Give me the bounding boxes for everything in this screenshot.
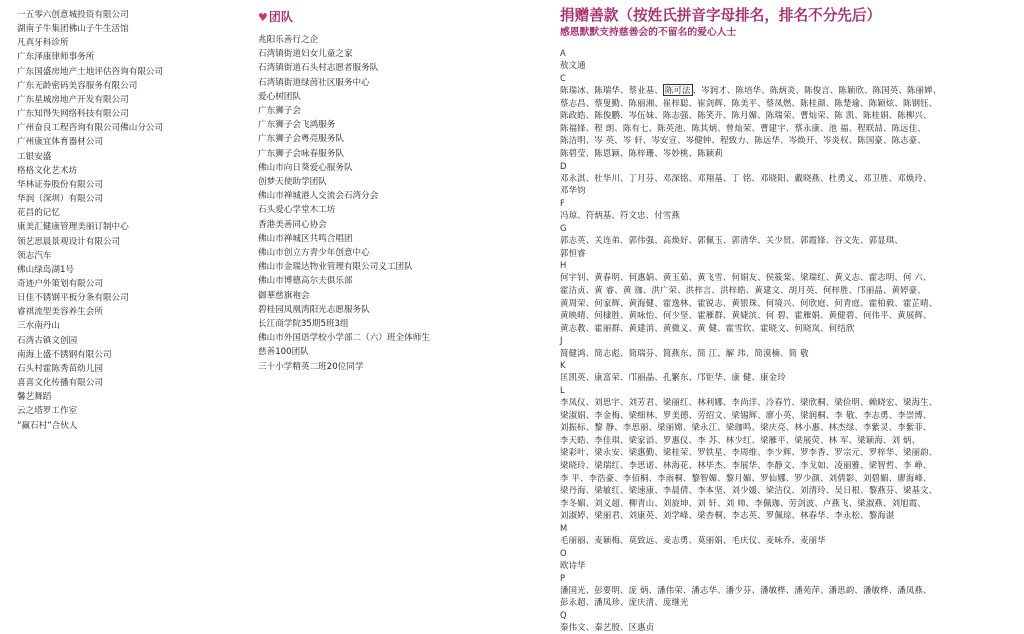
letter-heading: D [560, 160, 567, 171]
donor-line: 郭恒睿 [560, 247, 586, 258]
company-list [17, 8, 247, 433]
donor-line: 李 平、李浩豪、李佰桐、李雨桐、黎智媚、黎月媚、罗仙娜、罗少颜、刘倩影、刘碧媚、廖海峰、 [560, 472, 932, 483]
team-list [258, 33, 538, 374]
donor-line: 李凤仪、刘思宇、刘芳君、梁丽红、林利娜、李尚洋、冷春竹、梁欣桐、梁俭明、赖晓宏、梁海生、 [560, 397, 938, 408]
company-item: 一五零六创意城投资有限公司 [17, 10, 129, 20]
team-item: 广东狮子会咏春服务队 [258, 148, 344, 159]
company-item: 华润（深圳）有限公司 [17, 194, 103, 205]
company-item: 馨艺舞蹈 [17, 392, 52, 403]
company-item: 广东国盛房地产土地评估咨询有限公司 [17, 66, 164, 77]
company-item: 睿祺流型美容养生会所 [17, 307, 103, 318]
donor-fragment: 、岑润才、陈培华、陈炳炎、陈俊言、陈颖欣、陈国英、陈丽婵、 [692, 85, 942, 95]
company-item: 云之塔罗工作室 [17, 406, 78, 417]
letter-heading: F [560, 197, 565, 208]
letter-heading: J [560, 335, 563, 346]
team-item: 佛山市创立方青少年创意中心 [258, 248, 370, 259]
letter-heading: H [560, 260, 567, 271]
donor-line: 黄志教、霍丽群、黄建消、黄微义、黄 健、霍雪钦、霍晓文、何晓岚、何结欣 [560, 322, 855, 333]
donor-line: 潘国光、彭要明、庞 炳、潘伟荣、潘志华、潘少芬、潘敏桦、潘苑萍、潘思韵、潘敏桦、潘凤燕、 [560, 584, 932, 595]
donor-line: 秦伟文、秦艺殷、区惠贞 [560, 622, 655, 633]
team-item: 慈善100团队 [258, 347, 309, 358]
company-item: 广东知得失网络科技有限公司 [17, 109, 129, 120]
donor-line: 简健鸿、简志彪、简瑞芬、简燕东、简 江、解 玮、简漠楠、简 敬 [560, 347, 809, 358]
company-item: 石头村霍陈秀苗幼儿园 [17, 363, 103, 374]
team-item: 碧桂园凤凰湾阳光志愿服务队 [258, 304, 370, 315]
team-item: 石湾镇街道绿茵社区服务中心 [258, 77, 370, 88]
company-item: “赢石村”合伙人 [17, 420, 78, 431]
company-item: 南海上盛不锈钢有限公司 [17, 349, 112, 360]
letter-heading: L [560, 384, 565, 395]
team-item: 广东狮子会粤亮服务队 [258, 134, 344, 145]
company-item: 佛山绿岛湖1号 [17, 264, 75, 275]
donor-line: 梁晓玲、梁瑞红、李思诺、林海花、林毕杰、李展华、李静文、李戈如、凌丽雅、梁智哲、李 峥、 [560, 460, 932, 471]
donor-line: 梁彩叶、梁永安、梁惠勤、梁桂荣、罗铁星、李周维、李少辉、罗李香、罗宗元、罗梓华、梁丽韵、 [560, 447, 938, 458]
donor-line: 陈洁明、岑 英、岑 轩、岑安宣、岑健钟、程致力、陈远华、岑焕开、岑炎权、陈国豪、陈志豪、 [560, 135, 926, 146]
donor-line [560, 84, 1020, 97]
donor-line: 何宇钊、黄春明、何惠娟、黄玉茹、黄飞雪、何娟友、侯筱棠、梁瑞红、黄义志、霍志明、何 六、 [560, 272, 932, 283]
team-item: 佛山市博德高尔夫俱乐部 [258, 276, 353, 287]
company-item: 奇迹户外策划有限公司 [17, 278, 103, 289]
donor-line: 梁淑娟、李金梅、梁细林、罗美德、劳绍文、梁锡辉、廖小英、梁润桐、李 敬、李志勇、李崇博、 [560, 409, 932, 420]
team-item: 石湾镇街道石头村志愿者服务队 [258, 63, 379, 74]
donor-sections [560, 47, 1020, 634]
donor-line: 陈政皓、陈俊鹏、岑伍妹、陈志强、陈笑开、陈月媚、陈瑞荣、曹灿荣、陈 凯、陈桂娟、陈柳兴、 [560, 110, 932, 121]
donor-line: 陈福锋、程 朗、陈有七、陈英池、陈其炳、曾灿荣、曹建宇、蔡永康、池 福、程联喆、陈远佳、 [560, 122, 926, 133]
team-item: 兆阳乐善行之企 [258, 35, 319, 45]
letter-heading: M [560, 523, 568, 534]
company-item: 广州奋良工程咨询有限公司佛山分公司 [17, 123, 164, 134]
donor-line: 邓永淇、杜华川、丁月芬、邓深铭、邓翔基、丁 铭、邓晓阳、戴晓燕、杜勇义、邓卫胜、邓焕玲、 [560, 172, 932, 183]
team-title: ♥团队 [258, 10, 293, 24]
letter-heading: A [560, 48, 566, 58]
donation-title: 捐赠善款（按姓氏拼音字母排名，排名不分先后） [560, 7, 882, 24]
donor-line: 刘振标、黎 静、李思丽、梁丽嫦、梁永江、梁珈鸣、梁庆亮、林小惠、林杰绿、李紫灵、李紫菲、 [560, 422, 932, 433]
letter-heading: O [560, 547, 567, 558]
donor-line: 刘淑婷、梁丽君、刘康英、刘学峰、梁杏桐、李志英、罗佩琼、林春华、李永松、黎海湛 [560, 510, 895, 521]
company-item: 凡真牙科诊所 [17, 38, 69, 49]
team-item: 爱心树团队 [258, 91, 301, 102]
company-item: 日佳不锈钢平板分条有限公司 [17, 293, 129, 304]
team-item: 御華慈旗袍会 [258, 290, 310, 301]
company-item: 康美汇健康管理美丽订制中心 [17, 222, 129, 233]
donor-fragment: 陈瑞冰、陈瑞华、蔡业基、 [560, 85, 663, 95]
donor-line: 敖文通 [560, 60, 586, 71]
donor-line: 李天皓、李佳琪、梁家滔、罗惠仪、李 苏、林少红、梁雁平、梁展荧、林 军、梁颖海、刘 炳、 [560, 434, 921, 445]
company-item: 三水南丹山 [17, 321, 60, 332]
letter-heading: C [560, 72, 566, 83]
team-item: 香港美善同心协会 [258, 219, 327, 230]
donor-line: 梁丹海、梁敏红、梁速康、李晨倩、李本坚、刘少媛、梁洁仪、刘清玲、吴日根、黎燕芬、梁基文、 [560, 485, 938, 496]
team-item: 广东狮子会 [258, 106, 301, 117]
company-item: 华林证券股份有限公司 [17, 179, 103, 190]
team-item: 长江商学院35期5班3组 [258, 319, 349, 330]
donor-line: 李冬媚、刘义超、柳青山、刘旋坤、刘 轩、刘 帅、李佩珈、劳剑波、卢燕飞、梁淑燕、刘旭霞、 [560, 497, 926, 508]
donor-line: 陈碧莹、陈恩颖、陈梓珊、岑妙桃、陈颖莉 [560, 147, 723, 158]
donation-subtitle: 感恩默默支持慈善会的不留名的爱心人士 [560, 27, 737, 38]
donor-line: 毛丽丽、麦颖梅、莫致远、麦志勇、莫丽娟、毛庆仪、麦咏乔、麦丽华 [560, 535, 826, 546]
letter-heading: G [560, 222, 567, 233]
highlighted-donor: 陈可法 [664, 85, 691, 95]
company-item: 领艺思晨景观设计有限公司 [17, 236, 121, 247]
company-item: 喜喜文化传播有限公司 [17, 378, 103, 389]
team-item: 石湾镇街道妇女儿童之家 [258, 49, 353, 60]
company-item: 花昌的记忆 [17, 208, 60, 219]
team-item: 创梦天使助学团队 [258, 177, 327, 188]
letter-heading: Q [560, 610, 567, 621]
team-item: 广东狮子会飞鸿服务 [258, 120, 336, 131]
heart-icon: ♥ [258, 11, 268, 24]
team-item: 佛山市向日葵爱心服务队 [258, 162, 353, 173]
company-item: 广州康宜体育器材公司 [17, 137, 103, 148]
donor-line: 邓华钧 [560, 185, 586, 196]
team-item: 石头爱心学堂木工坊 [258, 205, 336, 216]
team-item: 佛山市禅城港人交流会石湾分会 [258, 191, 379, 202]
letter-heading: P [560, 572, 566, 583]
company-item: 广东泽康律师事务所 [17, 52, 95, 63]
company-item: 广东星城房地产开发有限公司 [17, 94, 129, 105]
donor-line: 霍洁贞、黄 睿、黄 珈、洪广荣、洪梓言、洪梓皓、黄建文、胡月英、何梓胜、邝丽晶、黄婷豪、 [560, 284, 926, 295]
team-item: 佛山市外国语学校小学部二（六）班全体师生 [258, 333, 430, 344]
team-section [258, 8, 538, 374]
donor-line: 黄周荣、何家辉、黄海健、霍逸林、霍锐志、黄银珠、何境兴、何欣庭、何青庭、霍柏毅、霍芷晴、 [560, 297, 938, 308]
donor-line: 冯琼、符炳基、符文忠、付雪燕 [560, 210, 681, 221]
donation-section [560, 7, 1020, 634]
donor-line: 黄映晴、何棣胜、黄咏怡、何少坚、霍雁群、黄婕滨、何 碧、霍雁娟、黄健碧、何伟平、黄展辉、 [560, 310, 932, 321]
company-item: 工银安盛 [17, 151, 52, 162]
team-item: 三十小学精英二班20位同学 [258, 361, 364, 372]
donor-line: 彭永超、潘凤珍、庞庆清、庞继光 [560, 597, 689, 608]
team-item: 佛山市禅城区共鸣合唱团 [258, 233, 353, 244]
donor-line: 蔡志昌、蔡叟勤、陈丽湘、崔梓聪、崔剑辉、陈美平、蔡凤燃、陈桂颜、陈楚瑜、陈颖炫、陈钢钰、 [560, 97, 938, 108]
company-item: 湖南子牛集团佛山子牛生活馆 [17, 24, 129, 35]
donor-line: 匡凯英、康富荣、邝丽晶、孔繁东、邝钜华、康 健、康金玲 [560, 372, 786, 383]
company-item: 格格文化艺术坊 [17, 165, 78, 176]
company-item: 广东无龄密码美容服务有限公司 [17, 80, 138, 91]
donor-line: 欧诗华 [560, 560, 586, 571]
company-item: 领志汽车 [17, 250, 52, 261]
company-item: 石湾古镇文创园 [17, 335, 78, 346]
letter-heading: K [560, 360, 566, 371]
donor-line: 郭志英、关连弟、郭伟强、高焕好、郭佩玉、郭清华、关少贤、郭霞锋、谷文先、郭显琪、 [560, 234, 903, 245]
team-item: 佛山市金瑞达物业管理有限公司义工团队 [258, 262, 413, 273]
